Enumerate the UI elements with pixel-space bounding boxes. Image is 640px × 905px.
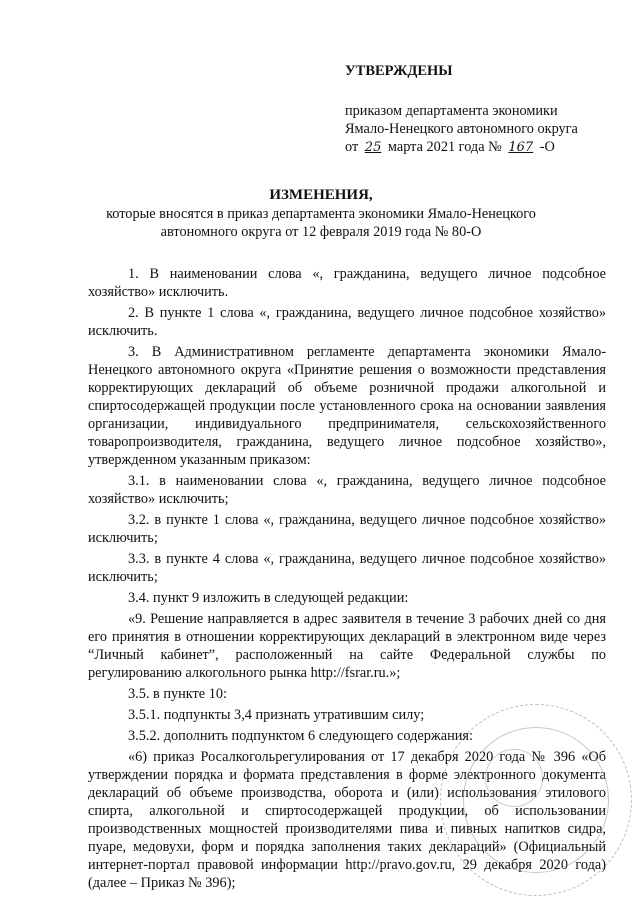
approval-date-line xyxy=(345,138,578,157)
approval-line-1: приказом департамента экономики xyxy=(345,103,558,119)
date-rest: марта 2021 года № xyxy=(387,139,502,155)
paragraph-3-1: 3.1. в наименовании слова «, гражданина, ведущего личное подсобное хозяйство» исключить; xyxy=(88,473,606,507)
paragraph-3-5: 3.5. в пункте 10: xyxy=(128,686,227,702)
paragraph-3-5-2: 3.5.2. дополнить подпунктом 6 следующего содержания: xyxy=(128,728,473,744)
official-stamp xyxy=(440,704,632,896)
order-number: 167 xyxy=(508,140,534,155)
heading-title: ИЗМЕНЕНИЯ, xyxy=(269,187,373,203)
paragraph-3: 3. В Административном регламенте департамента экономики Ямало-Ненецкого автономного округа «Принятие решения о возможности представления корректирующих деклараций об объеме розничной продажи алкогольной и спиртосодержащей продукции после установленного срока на основании заявления организации, индивидуального предпринимателя, сельскохозяйственного товаропроизводителя, гражданина, ведущего личное подсобное хозяйство», утвержденном указанным приказом: xyxy=(88,344,606,468)
paragraph-2: 2. В пункте 1 слова «, гражданина, ведущего личное подсобное хозяйство» исключить. xyxy=(88,305,606,339)
paragraph-6-text: «6) приказ Росалкогольрегулирования от 17 декабря 2020 года № 396 «Об утверждении порядка и формата представления в форме электронного документа деклараций об объеме производства, оборота и (или) использования этилового спирта, алкогольной и спиртосодержащей продукции, об использовании производственных мощностей производителями пива и пивных напитков сидра, пуаре, медовухи, форм и порядка заполнения таких деклараций» (Официальный интернет-портал правовой информации http://pravo.gov.ru, 29 декабря 2020 года) (далее – Приказ № 396); xyxy=(88,749,606,891)
paragraph-3-3: 3.3. в пункте 4 слова «, гражданина, ведущего личное подсобное хозяйство» исключить; xyxy=(88,551,606,585)
paragraph-3-4: 3.4. пункт 9 изложить в следующей редакции: xyxy=(128,590,409,606)
paragraph-1: 1. В наименовании слова «, гражданина, ведущего личное подсобное хозяйство» исключить. xyxy=(88,266,606,300)
date-day: 25 xyxy=(364,140,382,155)
heading-subtitle: которые вносятся в приказ департамента экономики Ямало-Ненецкого автономного округа от 12 февраля 2019 года № 80-О xyxy=(106,206,536,240)
paragraph-3-2: 3.2. в пункте 1 слова «, гражданина, ведущего личное подсобное хозяйство» исключить; xyxy=(88,512,606,546)
date-prefix: от xyxy=(345,139,359,155)
approval-line-2: Ямало-Ненецкого автономного округа xyxy=(345,121,578,137)
stamp-core-ring xyxy=(485,749,543,807)
approval-block xyxy=(345,62,578,157)
approval-title: УТВЕРЖДЕНЫ xyxy=(345,63,453,79)
document-heading xyxy=(96,186,546,241)
stamp-inner-ring xyxy=(463,727,609,873)
paragraph-3-5-1: 3.5.1. подпункты 3,4 признать утратившим силу; xyxy=(128,707,425,723)
order-suffix: -О xyxy=(539,139,555,155)
paragraph-9-text: «9. Решение направляется в адрес заявителя в течение 3 рабочих дней со дня его принятия в отношении корректирующих деклараций в электронном виде через “Личный кабинет”, расположенный на сайте Федеральной службы по регулированию алкогольного рынка http://fsrar.ru.»; xyxy=(88,611,606,681)
